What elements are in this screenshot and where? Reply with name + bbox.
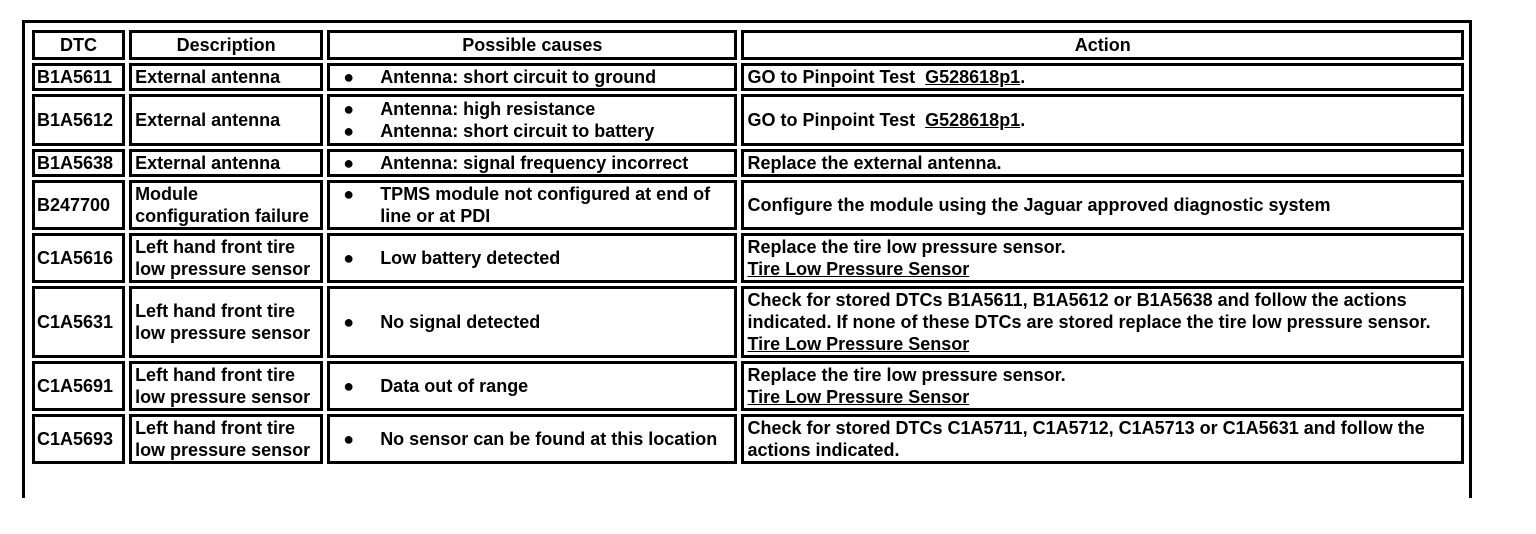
dtc-code: B247700 (32, 180, 125, 230)
bullet-icon: ● (343, 184, 355, 204)
causes-list (343, 311, 730, 333)
cause-item (343, 428, 730, 450)
action-cell (741, 414, 1464, 464)
bullet-icon: ● (343, 99, 355, 119)
action-text: GO to Pinpoint Test (747, 67, 916, 87)
action-suffix: . (1020, 67, 1026, 87)
causes-list (343, 98, 730, 142)
causes-list (343, 152, 730, 174)
action-link[interactable]: G528618p1 (925, 110, 1021, 130)
possible-causes-cell (327, 63, 737, 91)
table-row (32, 286, 1464, 358)
table-row (32, 149, 1464, 177)
action-text: GO to Pinpoint Test (747, 110, 916, 130)
table-body (32, 63, 1464, 464)
cause-item (343, 247, 730, 269)
cause-text: Low battery detected (380, 248, 561, 268)
action-cell (741, 63, 1464, 91)
header-description: Description (129, 30, 323, 60)
causes-list (343, 375, 730, 397)
dtc-description: External antenna (129, 94, 323, 146)
cause-text: Antenna: high resistance (380, 99, 596, 119)
dtc-description: Left hand front tire low pressure sensor (129, 414, 323, 464)
dtc-code: B1A5611 (32, 63, 125, 91)
causes-list (343, 183, 730, 227)
possible-causes-cell (327, 414, 737, 464)
cause-item (343, 375, 730, 397)
header-action: Action (741, 30, 1464, 60)
action-text: Replace the external antenna. (747, 153, 1002, 173)
action-cell (741, 233, 1464, 283)
causes-list (343, 66, 730, 88)
table-row (32, 233, 1464, 283)
action-link[interactable]: Tire Low Pressure Sensor (747, 387, 970, 407)
dtc-code: B1A5612 (32, 94, 125, 146)
bullet-icon: ● (343, 376, 355, 396)
action-text: Check for stored DTCs C1A5711, C1A5712, C1A5713 or C1A5631 and follow the actions indicated. (747, 418, 1425, 460)
possible-causes-cell (327, 286, 737, 358)
causes-list (343, 247, 730, 269)
dtc-description: Left hand front tire low pressure sensor (129, 286, 323, 358)
cause-text: TPMS module not configured at end of line or at PDI (380, 184, 711, 226)
action-text: Configure the module using the Jaguar approved diagnostic system (747, 195, 1331, 215)
action-cell (741, 94, 1464, 146)
cause-text: Antenna: signal frequency incorrect (380, 153, 689, 173)
dtc-description: External antenna (129, 149, 323, 177)
bullet-icon: ● (343, 67, 355, 87)
dtc-code: C1A5616 (32, 233, 125, 283)
action-link[interactable]: G528618p1 (925, 67, 1021, 87)
cause-item (343, 120, 730, 142)
table-row (32, 180, 1464, 230)
dtc-code: C1A5693 (32, 414, 125, 464)
dtc-code: C1A5631 (32, 286, 125, 358)
action-cell (741, 149, 1464, 177)
dtc-description: External antenna (129, 63, 323, 91)
cause-text: No signal detected (380, 312, 541, 332)
bullet-icon: ● (343, 248, 355, 268)
bullet-icon: ● (343, 312, 355, 332)
possible-causes-cell (327, 233, 737, 283)
header-possible-causes: Possible causes (327, 30, 737, 60)
action-link[interactable]: Tire Low Pressure Sensor (747, 334, 970, 354)
bullet-icon: ● (343, 153, 355, 173)
possible-causes-cell (327, 180, 737, 230)
dtc-table-frame (22, 20, 1472, 498)
action-cell (741, 180, 1464, 230)
dtc-code: C1A5691 (32, 361, 125, 411)
cause-item (343, 152, 730, 174)
cause-item (343, 98, 730, 120)
possible-causes-cell (327, 149, 737, 177)
dtc-table (28, 27, 1468, 467)
cause-text: Antenna: short circuit to ground (380, 67, 657, 87)
table-row (32, 361, 1464, 411)
dtc-description: Left hand front tire low pressure sensor (129, 233, 323, 283)
action-text: Check for stored DTCs B1A5611, B1A5612 or B1A5638 and follow the actions indicated. If none of these DTCs are stored replace the tire low pressure sensor. (747, 290, 1431, 332)
header-dtc: DTC (32, 30, 125, 60)
dtc-code: B1A5638 (32, 149, 125, 177)
action-cell (741, 286, 1464, 358)
table-row (32, 63, 1464, 91)
cause-item (343, 311, 730, 333)
action-cell (741, 361, 1464, 411)
bullet-icon: ● (343, 121, 355, 141)
cause-text: Antenna: short circuit to battery (380, 121, 655, 141)
dtc-description: Left hand front tire low pressure sensor (129, 361, 323, 411)
dtc-description: Module configuration failure (129, 180, 323, 230)
causes-list (343, 428, 730, 450)
action-text: Replace the tire low pressure sensor. (747, 237, 1066, 257)
bullet-icon: ● (343, 429, 355, 449)
possible-causes-cell (327, 361, 737, 411)
action-text: Replace the tire low pressure sensor. (747, 365, 1066, 385)
cause-text: Data out of range (380, 376, 529, 396)
cause-item (343, 183, 730, 227)
cause-text: No sensor can be found at this location (380, 429, 718, 449)
cause-item (343, 66, 730, 88)
action-suffix: . (1020, 110, 1026, 130)
action-link[interactable]: Tire Low Pressure Sensor (747, 259, 970, 279)
table-row (32, 414, 1464, 464)
possible-causes-cell (327, 94, 737, 146)
table-row (32, 94, 1464, 146)
header-row (32, 30, 1464, 60)
